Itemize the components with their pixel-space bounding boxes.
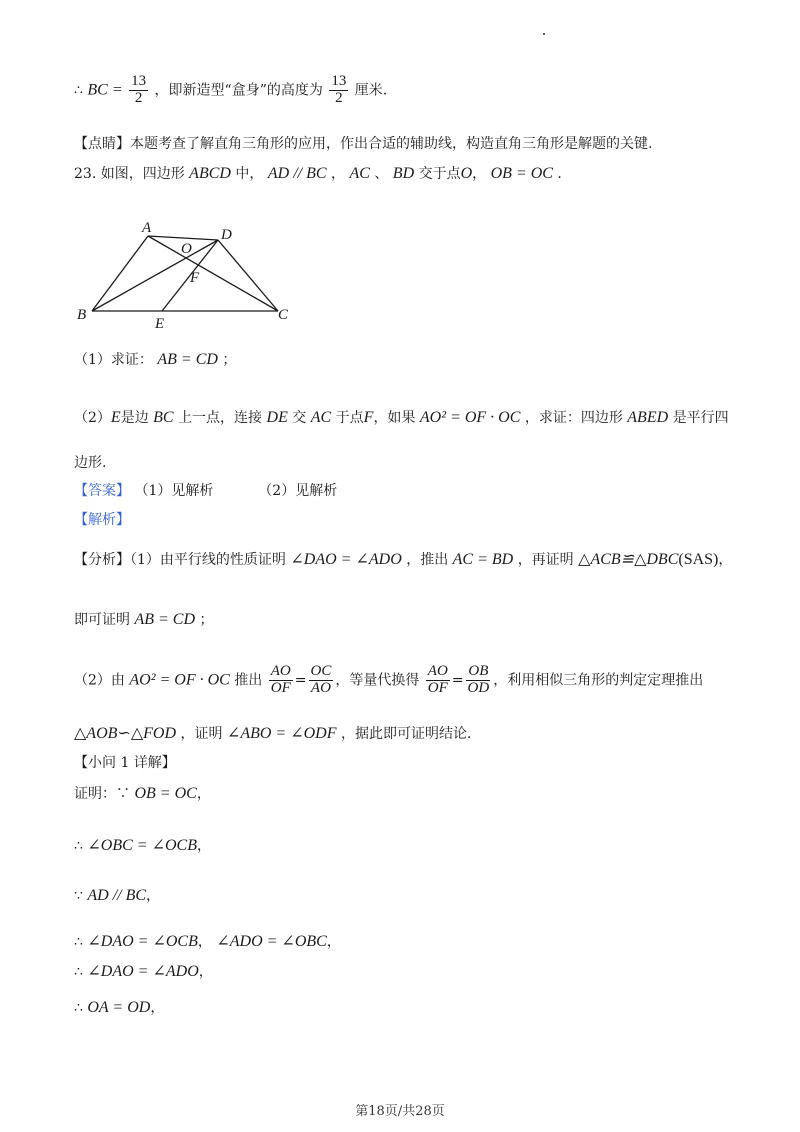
math-ad-parallel-bc: AD // BC	[87, 887, 147, 904]
q-text: 、	[374, 166, 389, 182]
stray-dot	[543, 33, 545, 35]
math-ad-parallel-bc: AD // BC	[267, 165, 327, 182]
proof-step-4	[74, 934, 341, 950]
q-text: ，	[330, 166, 345, 182]
label-o: O	[181, 241, 192, 257]
math-angle-obc-ocb: ∠OBC = ∠OCB	[87, 837, 197, 854]
answer-line	[74, 484, 337, 498]
math-f: F	[363, 409, 374, 426]
q-text: 于点	[335, 410, 364, 426]
math-ab-eq-cd: AB = CD	[157, 351, 218, 368]
p-text: ，	[196, 786, 211, 802]
denominator: OF	[270, 679, 291, 696]
a-text: （1）由平行线的性质证明	[130, 552, 286, 568]
part-2-cont: 边形.	[74, 455, 107, 471]
q-text: ，如果	[373, 410, 416, 426]
p-text: ，	[150, 1000, 165, 1016]
answer-1: （1）见解析	[134, 483, 214, 499]
sub-question-1-heading: 【小问 1 详解】	[74, 755, 176, 771]
math-ac: AC	[310, 409, 332, 426]
segment-ad	[148, 236, 218, 240]
p-text: ∵	[74, 888, 83, 904]
p-text: ，	[198, 964, 213, 980]
geometry-figure	[70, 218, 300, 333]
proof-step-3	[74, 888, 160, 904]
denominator: 2	[134, 89, 143, 106]
q-text: （1）求证：	[74, 352, 153, 368]
math-bd: BD	[392, 165, 415, 182]
unit-text: 厘米.	[354, 82, 388, 99]
q-text: ，	[472, 166, 487, 182]
proof-step-1	[74, 786, 211, 802]
math-abed: ABED	[627, 409, 669, 426]
math-de: DE	[266, 409, 288, 426]
math-ac-eq-bd: AC = BD	[452, 551, 514, 568]
fraction-13-2-b	[329, 74, 348, 107]
p-text: ，	[326, 934, 341, 950]
analysis-line-2	[74, 612, 213, 628]
a-text: ，	[718, 552, 733, 568]
p-text: ∴	[74, 1000, 83, 1016]
q-text: （2）	[74, 410, 111, 426]
q-text: 是边	[120, 410, 149, 426]
analysis-line-1	[74, 552, 732, 568]
therefore-symbol: ∴	[74, 82, 83, 99]
math-ab-eq-cd: AB = CD	[134, 611, 196, 628]
fraction-ao-of	[269, 664, 293, 697]
a-text: ，等量代换得	[335, 672, 420, 689]
label-f: F	[190, 270, 200, 286]
line-bc-height	[74, 74, 387, 107]
denominator: OF	[427, 679, 448, 696]
label-a: A	[142, 220, 152, 236]
math-angle-dao-ocb: ∠DAO = ∠OCB	[87, 933, 198, 950]
question-23	[74, 166, 562, 182]
fraction-ao-of-b	[426, 664, 450, 697]
numerator: OC	[310, 663, 332, 679]
q-text: 上一点，连接	[178, 410, 263, 426]
page-footer: 第18页/共28页	[355, 1104, 445, 1119]
jiexi-tag: 【解析】	[74, 512, 130, 528]
q-text: .	[557, 166, 562, 182]
analysis-tag: 【分析】	[74, 552, 130, 568]
denominator: 2	[335, 89, 343, 106]
math-e: E	[110, 409, 121, 426]
answer-2: （2）见解析	[258, 483, 338, 499]
p-text: ，	[146, 888, 161, 904]
p-text: ∴	[74, 838, 83, 854]
math-bc: BC =	[87, 81, 123, 99]
p-text: ，	[197, 934, 212, 950]
numerator: 13	[331, 73, 347, 89]
fraction-oc-ao	[309, 664, 334, 697]
a-text: 即可证明	[74, 612, 130, 628]
label-b: B	[77, 307, 87, 323]
a-text: ，再证明	[517, 552, 574, 568]
q-text: 23. 如图，四边形	[74, 166, 185, 182]
fraction-ob-od	[466, 664, 492, 697]
analysis-line-3: （2）由 AO² = OF · OC 推出 $\frac{AO}{OF}$ = $\frac{OC}{AO}$ ，等量代换得 $\frac{AO}{OF}$ = $\frac{OB}{OD}$ ，利用相似三角形的判定定理推出	[74, 663, 704, 696]
fraction-13-2	[129, 74, 148, 107]
math-condition: AO² = OF · OC	[419, 409, 521, 426]
answer-tag: 【答案】	[74, 483, 130, 499]
math-o: O	[460, 165, 473, 182]
part-1	[74, 352, 236, 368]
segment-ab	[92, 236, 148, 311]
numerator: AO	[270, 663, 291, 679]
part-2	[74, 410, 729, 426]
q-text: 交	[292, 410, 307, 426]
math-oa-eq-od: OA = OD	[87, 999, 151, 1016]
math-condition: AO² = OF · OC	[129, 671, 230, 689]
math-congruent: △ACB≌△DBC	[578, 551, 679, 568]
p-text: 证明：∵	[74, 786, 130, 802]
segment-dc	[218, 240, 278, 311]
p-text: ∴	[74, 934, 83, 950]
a-text: （2）由	[74, 672, 125, 689]
q-text: 中，	[235, 166, 264, 182]
math-angle-ado-obc: ∠ADO = ∠OBC	[216, 933, 327, 950]
denominator: AO	[310, 679, 331, 696]
a-text: 推出	[234, 672, 263, 689]
q-text: 是平行四	[672, 410, 729, 426]
label-d: D	[221, 227, 232, 243]
p-text: ∴	[74, 964, 83, 980]
a-text: ；	[199, 612, 214, 628]
numerator: OB	[468, 663, 489, 679]
a-text: ，证明	[180, 726, 223, 742]
proof-step-5	[74, 964, 213, 980]
math-ob-eq-oc: OB = OC	[134, 785, 197, 802]
numerator: AO	[427, 663, 448, 679]
analysis-line-4	[74, 726, 471, 742]
line-text: ，即新造型“盒身”的高度为	[154, 82, 323, 99]
math-ac: AC	[349, 165, 370, 182]
math-ob-eq-oc: OB = OC	[490, 165, 553, 182]
math-angle-dao-ado: ∠DAO = ∠ADO	[87, 963, 199, 980]
a-text: ，据此即可证明结论.	[340, 726, 472, 742]
a-text: ，利用相似三角形的判定定理推出	[493, 672, 704, 689]
dianjing-note: 【点睛】本题考查了解直角三角形的应用，作出合适的辅助线，构造直角三角形是解题的关键.	[74, 136, 653, 152]
math-angle-abo-odf: ∠ABO = ∠ODF	[226, 725, 337, 742]
proof-step-6	[74, 1000, 164, 1016]
q-text: ，求证：四边形	[524, 410, 623, 426]
proof-step-2	[74, 838, 211, 854]
numerator: 13	[131, 73, 147, 89]
math-similar: △AOB∽△FOD	[74, 725, 176, 742]
math-angle-dao-ado: ∠DAO = ∠ADO	[290, 551, 402, 568]
q-text: 交于点	[418, 166, 461, 182]
label-c: C	[278, 307, 289, 323]
p-text: ，	[196, 838, 211, 854]
math-bc: BC	[153, 409, 174, 426]
a-text: ，推出	[406, 552, 449, 568]
label-e: E	[155, 316, 165, 332]
math-sas: (SAS)	[678, 551, 719, 568]
denominator: OD	[467, 679, 490, 696]
math-abcd: ABCD	[189, 165, 231, 182]
q-text: ；	[222, 352, 237, 368]
